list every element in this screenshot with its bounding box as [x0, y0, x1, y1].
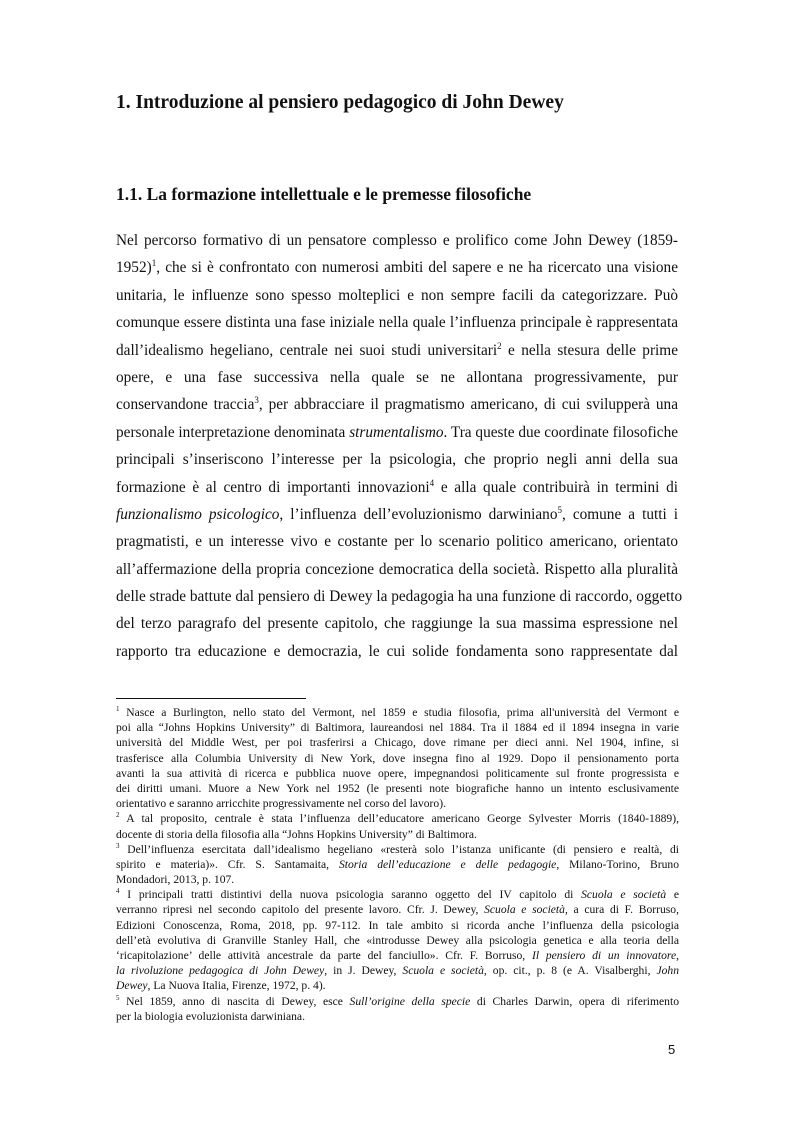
footnote-line: avanti la sua attività di ricerca e pubblica nuove opere, impegnandosi politicamente sul fronte progressista e — [116, 766, 679, 780]
footnote-line: $^2$ A tal proposito, centrale è stata l’influenza dell’educatore americano George Sylvester Morris (1840-1889), — [116, 811, 679, 826]
footnote-line: $^4$ I principali tratti distintivi della nuova psicologia saranno oggetto del IV capitolo di Scuola e società e — [116, 887, 680, 902]
body-line: funzionalismo psicologico, l’influenza dell’evoluzionismo darwiniano$^5$, comune a tutti i — [116, 504, 678, 523]
footnote-line: orientativo e saranno arricchite progressivamente nel corso del lavoro). — [116, 797, 446, 811]
footnote-number: 4 — [116, 887, 120, 896]
body-line: Nel percorso formativo di un pensatore complesso e prolifico come John Dewey (1859- — [116, 232, 678, 249]
footnote-line: la rivoluzione pedagogica di John Dewey, in J. Dewey, Scuola e società, op. cit., p. 8 (e A. Visalberghi, John — [116, 964, 679, 978]
footnote-line: verranno ripresi nel secondo capitolo del presente lavoro. Cfr. J. Dewey, Scuola e società, a cura di F. Borruso, — [116, 903, 679, 917]
footnote-line: ‘ricapitolazione’ delle attività ancestrale da parte del fanciullo». Cfr. F. Borruso, Il pensiero di un innovatore, — [116, 949, 679, 962]
footnote-line: per la biologia evoluzionista darwiniana. — [116, 1009, 305, 1023]
footnote-line: dei diritti umani. Muore a New York nel 1952 (le presenti note biografiche hanno un intento esclusivamente — [116, 781, 679, 795]
body-line: delle strade battute dal pensiero di Dewey la pedagogia ha una funzione di raccordo, oggetto — [116, 588, 683, 606]
footnote-line: $^3$ Dell’influenza esercitata dall’idealismo hegeliano «resterà solo l’istanza unificante (di pensiero e realtà, di — [116, 841, 679, 856]
body-text — [116, 227, 683, 665]
body-line: unitaria, le influenze sono spesso molteplici e non sempre facili da categorizzare. Può — [116, 286, 678, 304]
footnote-number: 3 — [116, 841, 120, 850]
footnote-ref[interactable]: 2 — [497, 340, 502, 351]
italic-term: funzionalismo psicologico — [116, 505, 280, 523]
body-line: pragmatisti, e un interesse vivo e costante per lo scenario politico americano, orientato — [116, 533, 678, 551]
footnote-line: $^1$ Nasce a Burlington, nello stato del Vermont, nel 1859 e studia filosofia, prima all'università del Vermont e — [116, 705, 679, 719]
footnote-ref[interactable]: 5 — [557, 504, 562, 515]
body-line: formazione è al centro di importanti innovazioni$^4$ e alla quale contribuirà in termini di — [116, 477, 678, 496]
italic-term: strumentalismo — [349, 423, 444, 441]
footnote-number: 5 — [116, 993, 120, 1002]
footnote-divider — [116, 698, 306, 699]
body-line: all’affermazione della propria concezione democratica della società. Rispetto alla pluralità — [116, 560, 678, 578]
footnote-line: poi alla “Johns Hopkins University” di Baltimora, laureandosi nel 1884. Tra il 1884 ed il 1894 insegna in varie — [116, 721, 679, 735]
footnote-line: spirito e materia)». Cfr. S. Santamaita, Storia dell’educazione e delle pedagogie, Milano-Torino, Bruno — [116, 857, 679, 871]
footnote-line: dell’età evolutiva di Granville Stanley Hall, che «introdusse Dewey alla psicologia genetica e alla teoria della — [116, 933, 679, 947]
footnote-line: università del Middle West, per poi trasferirsi a Chicago, dove rimane per dieci anni. Nel 1904, infine, si — [116, 736, 679, 750]
footnote-line: docente di storia della filosofia alla “Johns Hopkins University” di Baltimora. — [116, 827, 477, 841]
footnote-line: Edizioni Conoscenza, Roma, 2018, pp. 97-112. In tale ambito si ricorda anche l’influenza della psicologia — [116, 918, 679, 932]
body-line: dall’idealismo hegeliano, centrale nei suoi studi universitari$^2$ e nella stesura delle prime — [116, 340, 678, 359]
footnote-ref[interactable]: 3 — [254, 395, 259, 406]
footnotes — [116, 705, 679, 1024]
footnote-number: 1 — [116, 705, 120, 714]
footnote-number: 2 — [116, 811, 120, 820]
body-line: personale interpretazione denominata strumentalismo. Tra queste due coordinate filosofiche — [116, 423, 679, 441]
body-line: del terzo paragrafo del presente capitolo, che raggiunge la sua massima espressione nel — [116, 615, 678, 633]
footnote-line: Dewey, La Nuova Italia, Firenze, 1972, p. 4). — [116, 979, 326, 993]
section-title: 1.1. La formazione intellettuale e le premesse filosofiche — [116, 184, 532, 204]
footnote-line: Mondadori, 2013, p. 107. — [116, 873, 235, 887]
footnote-ref[interactable]: 4 — [429, 477, 435, 488]
body-line: rapporto tra educazione e democrazia, le cui solide fondamenta sono rappresentate dal — [116, 642, 678, 660]
body-line: principali s’inseriscono l’interesse per la psicologia, che proprio negli anni della sua — [116, 451, 678, 469]
body-line: comunque essere distinta una fase iniziale nella quale l’influenza principale è rappresentata — [116, 314, 678, 332]
footnote-line: trasferisce alla Columbia University di New York, dove insegna fino al 1929. Dopo il pensionamento porta — [116, 751, 679, 765]
chapter-title: 1. Introduzione al pensiero pedagogico di John Dewey — [116, 92, 564, 113]
body-line: conservandone traccia$^3$, per abbracciare il pragmatismo americano, di cui svilupperà una — [116, 395, 678, 414]
page-number: 5 — [668, 1042, 676, 1057]
footnote-ref[interactable]: 1 — [151, 258, 157, 269]
footnote-line: $^5$ Nel 1859, anno di nascita di Dewey, esce Sull’origine della specie di Charles Darwin, opera di riferimento — [116, 993, 679, 1008]
body-line: opere, e una fase successiva nella quale se ne allontana progressivamente, pur — [116, 368, 678, 386]
body-line: 1952)$^1$, che si è confrontato con numerosi ambiti del sapere e ne ha ricercato una visione — [116, 258, 678, 277]
